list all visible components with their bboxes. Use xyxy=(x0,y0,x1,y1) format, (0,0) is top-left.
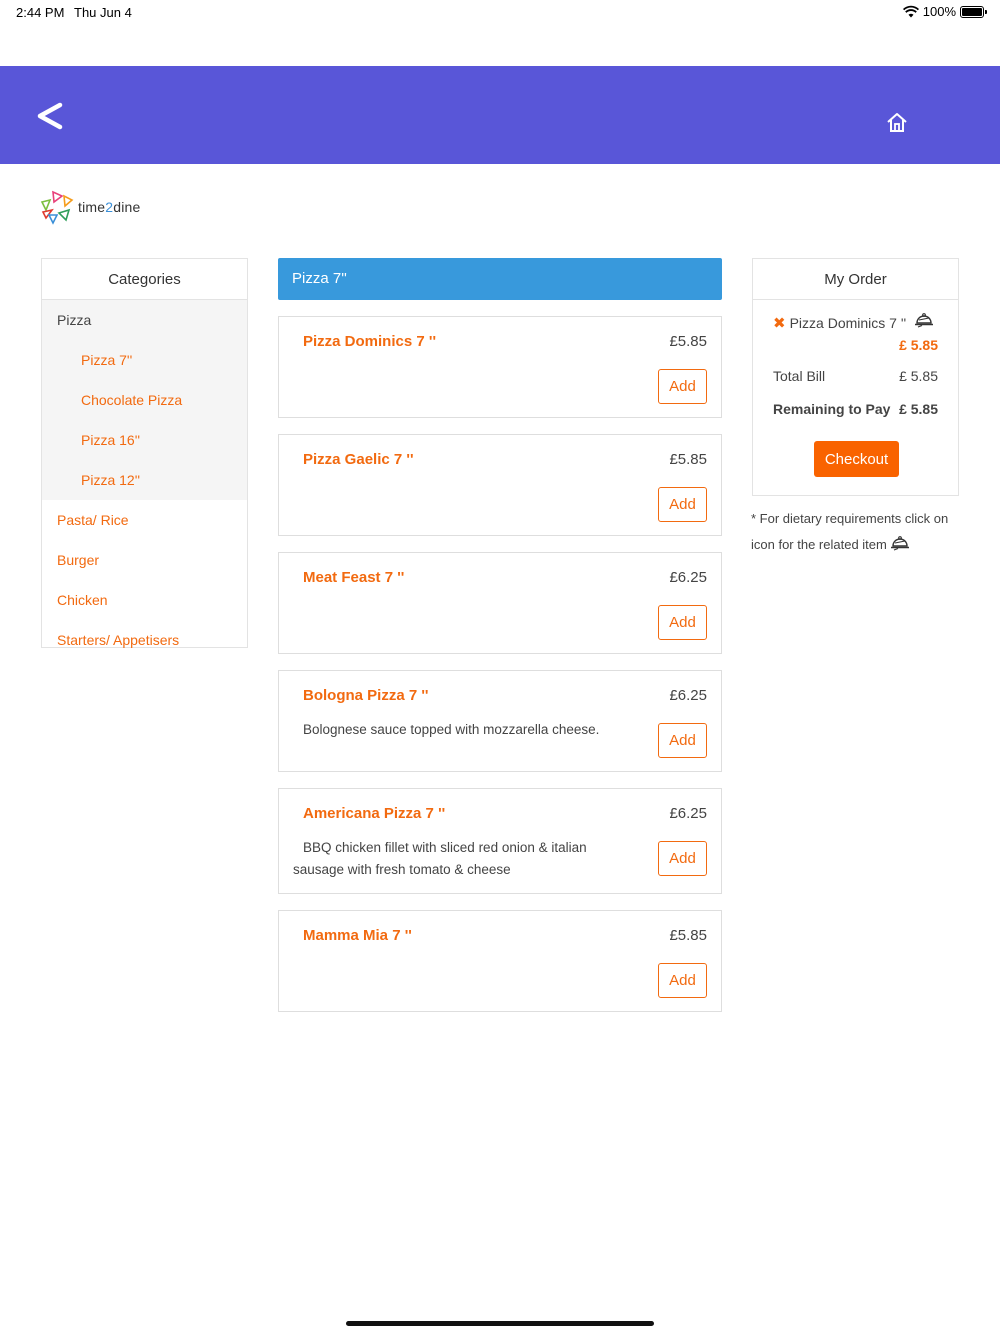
dietary-cloche-icon[interactable] xyxy=(914,311,934,329)
menu-item-price: £5.85 xyxy=(669,333,707,350)
categories-panel xyxy=(41,258,248,648)
home-button[interactable] xyxy=(884,110,910,136)
home-icon xyxy=(884,110,910,136)
wifi-icon xyxy=(903,6,919,18)
menu-item-name: Pizza Dominics 7 '' xyxy=(303,333,437,350)
category-chicken[interactable]: Chicken xyxy=(57,592,108,608)
menu-item xyxy=(278,316,722,418)
battery-percent: 100% xyxy=(922,4,956,19)
category-pasta-rice[interactable]: Pasta/ Rice xyxy=(57,512,129,528)
menu-item-name: Mamma Mia 7 '' xyxy=(303,927,412,944)
time2dine-logo xyxy=(40,190,141,224)
menu-item-name: Bologna Pizza 7 '' xyxy=(303,687,429,704)
my-order-panel xyxy=(752,258,959,496)
menu-item-name: Meat Feast 7 '' xyxy=(303,569,405,586)
menu-item xyxy=(278,788,722,894)
order-line-item xyxy=(773,314,906,332)
add-button[interactable]: Add xyxy=(658,841,707,876)
menu-item-description: BBQ chicken fillet with sliced red onion & italian sausage with fresh tomato & cheese xyxy=(293,840,587,877)
total-bill-label: Total Bill xyxy=(773,368,826,384)
add-button[interactable]: Add xyxy=(658,963,707,998)
status-date: Thu Jun 4 xyxy=(74,5,132,20)
add-button[interactable]: Add xyxy=(658,369,707,404)
menu-item-price: £6.25 xyxy=(669,805,707,822)
category-starters[interactable]: Starters/ Appetisers xyxy=(57,632,180,648)
subcategory-pizza-12[interactable]: Pizza 12'' xyxy=(81,472,141,488)
status-time: 2:44 PM xyxy=(16,5,65,20)
menu-section-title: Pizza 7'' xyxy=(278,258,722,300)
subcategory-chocolate-pizza[interactable]: Chocolate Pizza xyxy=(81,392,183,408)
category-burger[interactable]: Burger xyxy=(57,552,100,568)
menu-item-description: Bolognese sauce topped with mozzarella cheese. xyxy=(303,722,600,737)
dietary-note xyxy=(751,506,966,558)
menu-item-price: £6.25 xyxy=(669,687,707,704)
battery-icon xyxy=(960,6,984,18)
home-indicator[interactable] xyxy=(346,1321,654,1326)
checkout-button[interactable]: Checkout xyxy=(814,441,899,477)
back-button[interactable] xyxy=(32,96,72,136)
status-indicators xyxy=(903,4,984,19)
menu-item xyxy=(278,552,722,654)
dietary-cloche-icon xyxy=(890,534,910,552)
subcategory-pizza-7[interactable]: Pizza 7'' xyxy=(81,352,133,368)
menu-item-price: £5.85 xyxy=(669,927,707,944)
remaining-label: Remaining to Pay xyxy=(773,401,891,417)
subcategory-pizza-16[interactable]: Pizza 16'' xyxy=(81,432,141,448)
menu-item xyxy=(278,670,722,772)
dietary-note-text: * For dietary requirements click on icon for the related item xyxy=(751,511,949,552)
menu-item-price: £5.85 xyxy=(669,451,707,468)
chevron-left-icon xyxy=(32,96,72,136)
add-button[interactable]: Add xyxy=(658,605,707,640)
category-group-pizza xyxy=(42,300,247,500)
add-button[interactable]: Add xyxy=(658,487,707,522)
total-bill-value: £ 5.85 xyxy=(899,368,938,384)
status-bar xyxy=(0,0,1000,24)
categories-title: Categories xyxy=(42,259,247,300)
add-button[interactable]: Add xyxy=(658,723,707,758)
logo-text: time2dine xyxy=(78,199,141,215)
menu-item xyxy=(278,434,722,536)
order-line-name: Pizza Dominics 7 '' xyxy=(789,315,907,331)
menu-item-price: £6.25 xyxy=(669,569,707,586)
app-header xyxy=(0,66,1000,164)
menu-list[interactable] xyxy=(278,258,722,989)
remove-item-icon[interactable]: ✖ xyxy=(773,315,786,332)
logo-icon xyxy=(40,190,74,224)
category-pizza[interactable]: Pizza xyxy=(57,312,92,328)
remaining-value: £ 5.85 xyxy=(899,401,938,417)
menu-item-name: Americana Pizza 7 '' xyxy=(303,805,446,822)
menu-item xyxy=(278,910,722,1012)
menu-item-name: Pizza Gaelic 7 '' xyxy=(303,451,414,468)
order-title: My Order xyxy=(753,259,958,300)
order-line-price: £ 5.85 xyxy=(899,337,938,353)
